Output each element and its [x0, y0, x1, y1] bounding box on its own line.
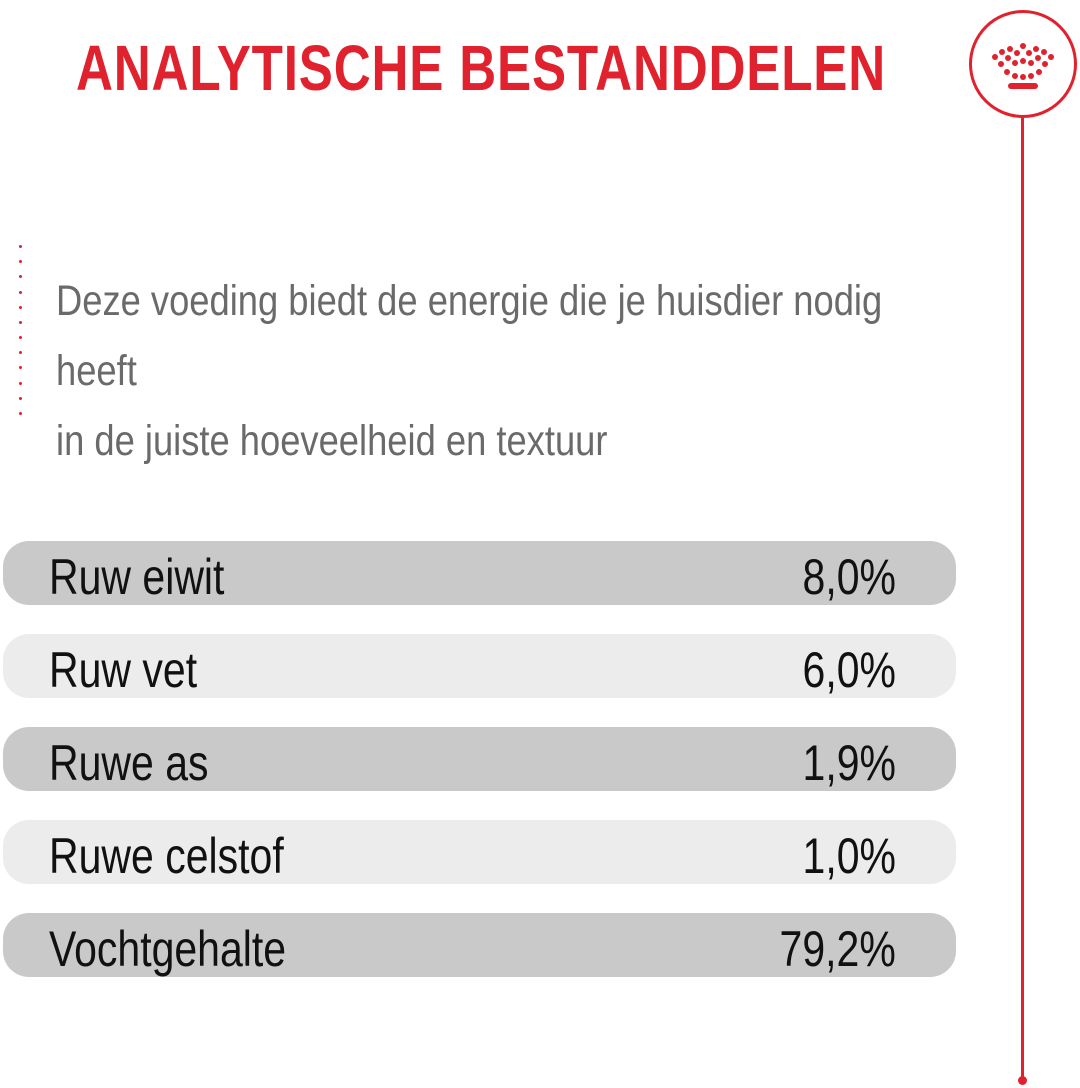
- crown-icon: [988, 43, 1058, 93]
- accent-vertical-line: [1021, 118, 1024, 1078]
- intro-text: [56, 266, 952, 476]
- accent-line-end-dot: [1018, 1076, 1027, 1085]
- dotted-divider: [19, 245, 23, 415]
- row-value: 6,0%: [802, 642, 896, 698]
- table-row: [3, 820, 956, 884]
- intro-line-1: Deze voeding biedt de energie die je huisdier nodig heeft: [56, 277, 883, 395]
- row-value: 8,0%: [802, 549, 896, 605]
- brand-logo: [969, 10, 1077, 118]
- row-value: 79,2%: [779, 921, 896, 977]
- row-label: Ruwe celstof: [49, 828, 284, 884]
- row-label: Vochtgehalte: [49, 921, 287, 977]
- analysis-table: [3, 541, 956, 1006]
- row-value: 1,9%: [802, 735, 896, 791]
- intro-line-2: in de juiste hoeveelheid en textuur: [56, 417, 608, 465]
- table-row: [3, 541, 956, 605]
- table-row: [3, 634, 956, 698]
- row-label: Ruwe as: [49, 735, 209, 791]
- row-label: Ruw eiwit: [49, 549, 225, 605]
- row-label: Ruw vet: [49, 642, 198, 698]
- row-value: 1,0%: [802, 828, 896, 884]
- table-row: [3, 913, 956, 977]
- table-row: [3, 727, 956, 791]
- page-title: ANALYTISCHE BESTANDDELEN: [76, 32, 887, 104]
